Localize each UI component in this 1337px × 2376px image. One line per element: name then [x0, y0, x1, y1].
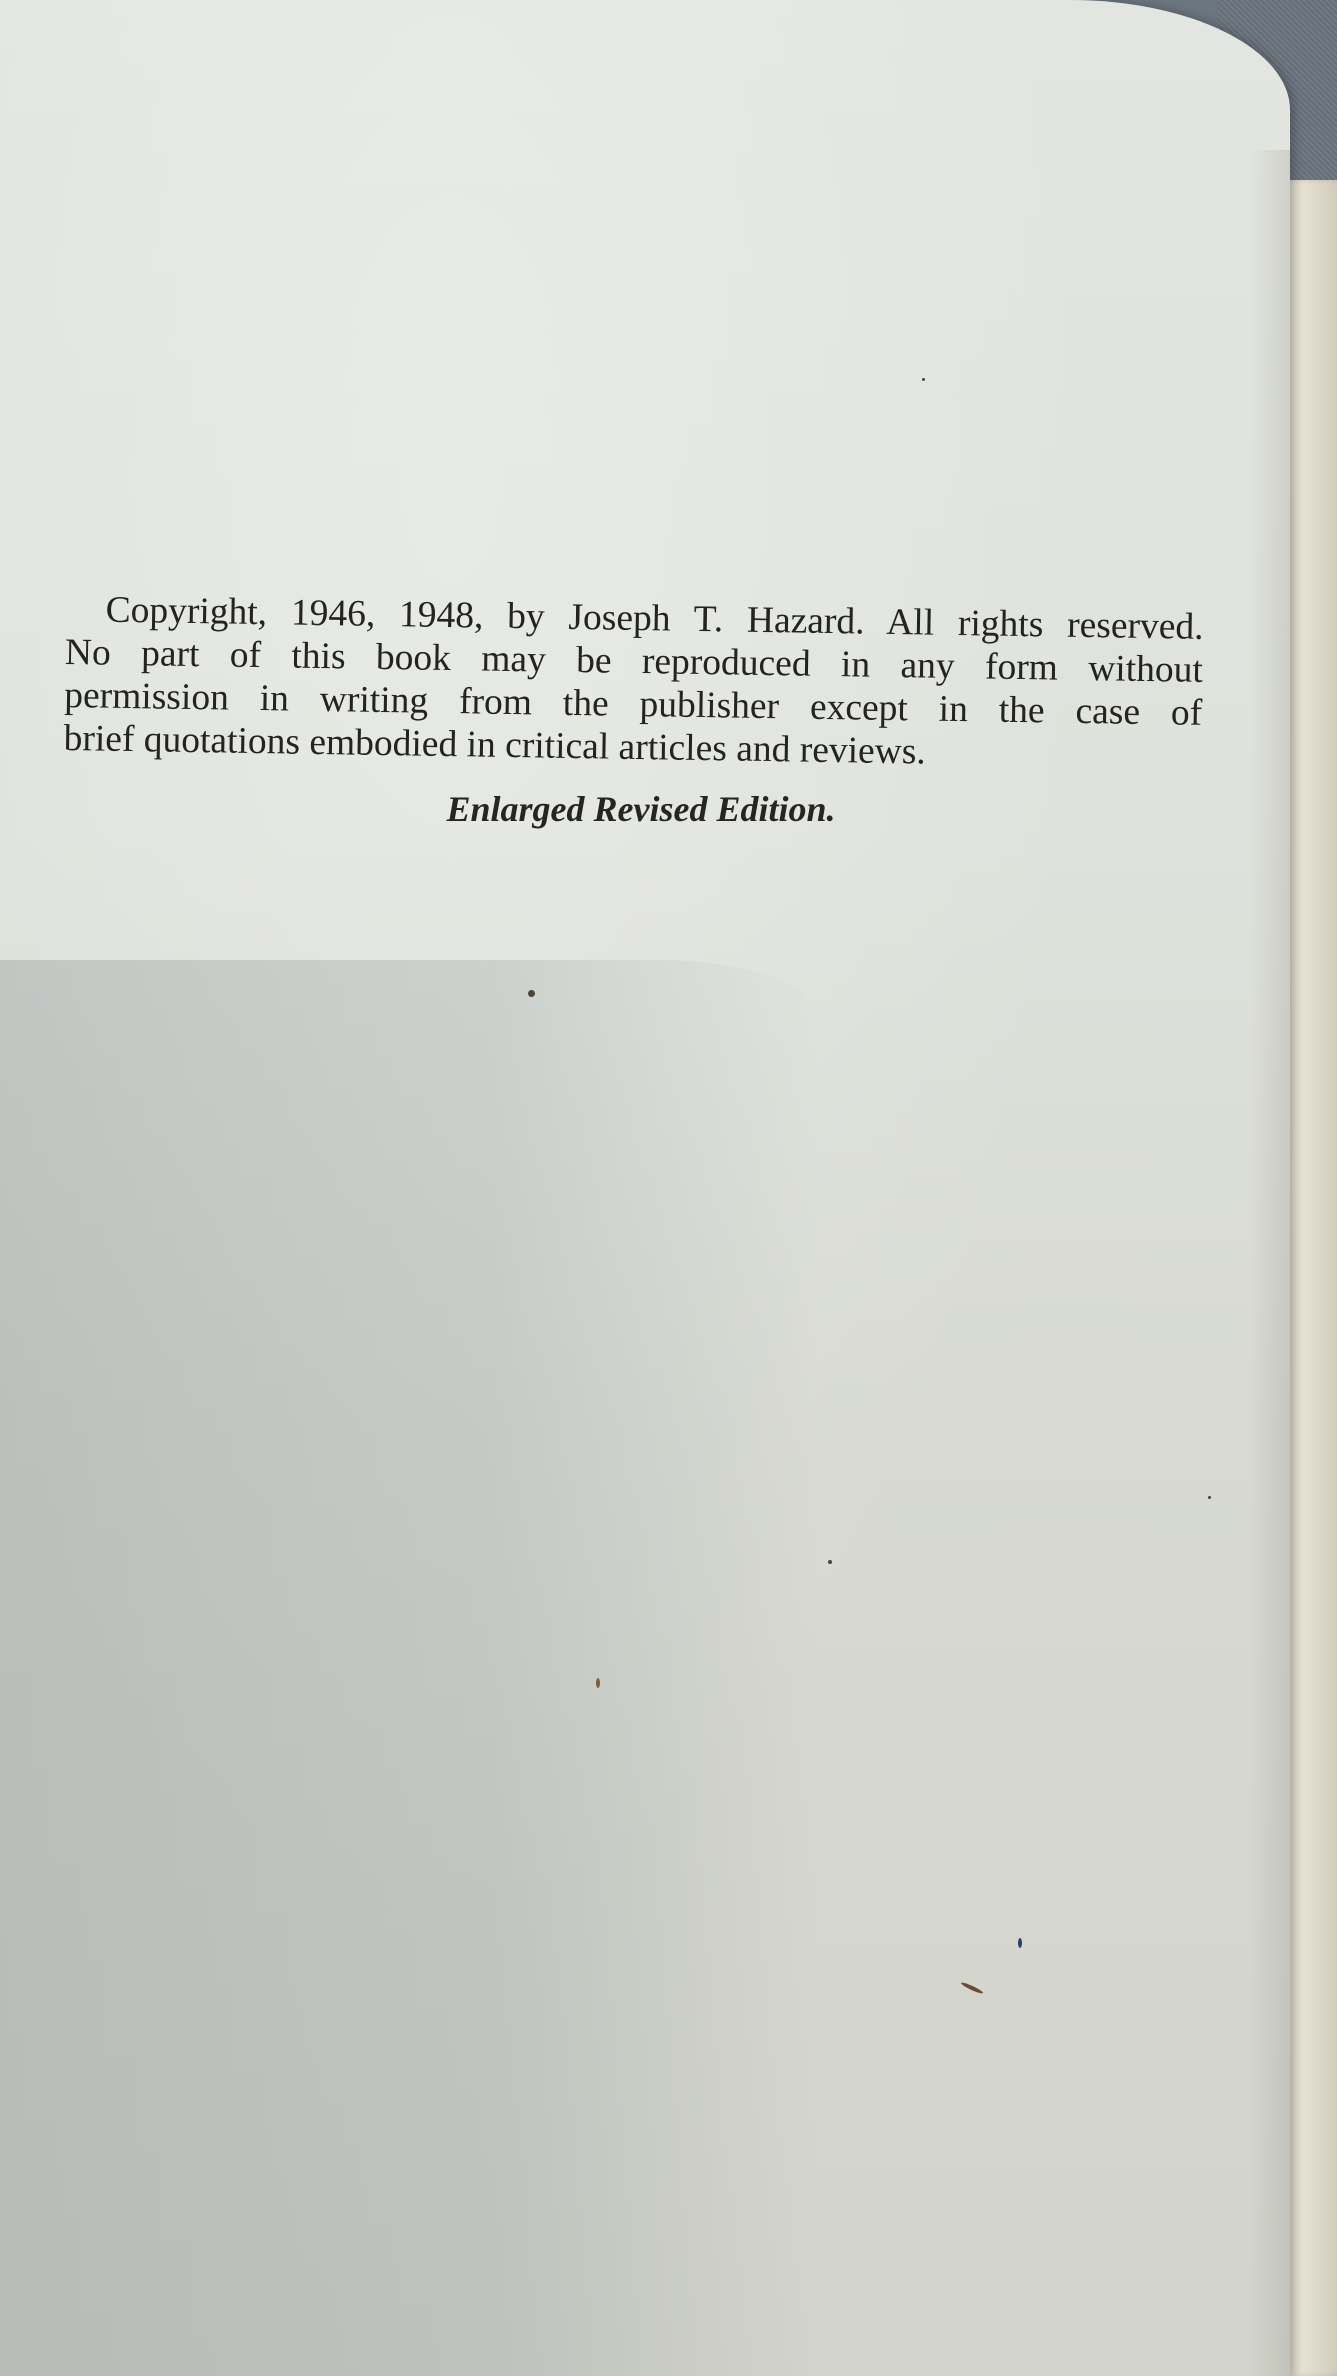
- paper-fleck: [922, 378, 925, 381]
- edition-note: Enlarged Revised Edition.: [446, 789, 836, 829]
- copyright-notice: [63, 588, 1216, 778]
- paper-fleck: [596, 1678, 600, 1688]
- paper-fleck: [1018, 1938, 1022, 1948]
- page-curl-shade: [1250, 150, 1290, 2376]
- paper-fleck: [528, 990, 535, 997]
- hand-shadow: [0, 960, 820, 2376]
- copyright-line: permission in writing from the publisher except in the case of: [63, 674, 1203, 734]
- copyright-line: No part of this book may be reproduced in any form without: [64, 631, 1204, 691]
- paper-fleck: [960, 1981, 983, 1995]
- copyright-line: Copyright, 1946, 1948, by Joseph T. Hazard. All rights reserved.: [105, 589, 1204, 648]
- paper-fleck: [1208, 1496, 1211, 1499]
- paper-fleck: [828, 1560, 832, 1564]
- copyright-line: brief quotations embodied in critical articles and reviews.: [63, 717, 927, 773]
